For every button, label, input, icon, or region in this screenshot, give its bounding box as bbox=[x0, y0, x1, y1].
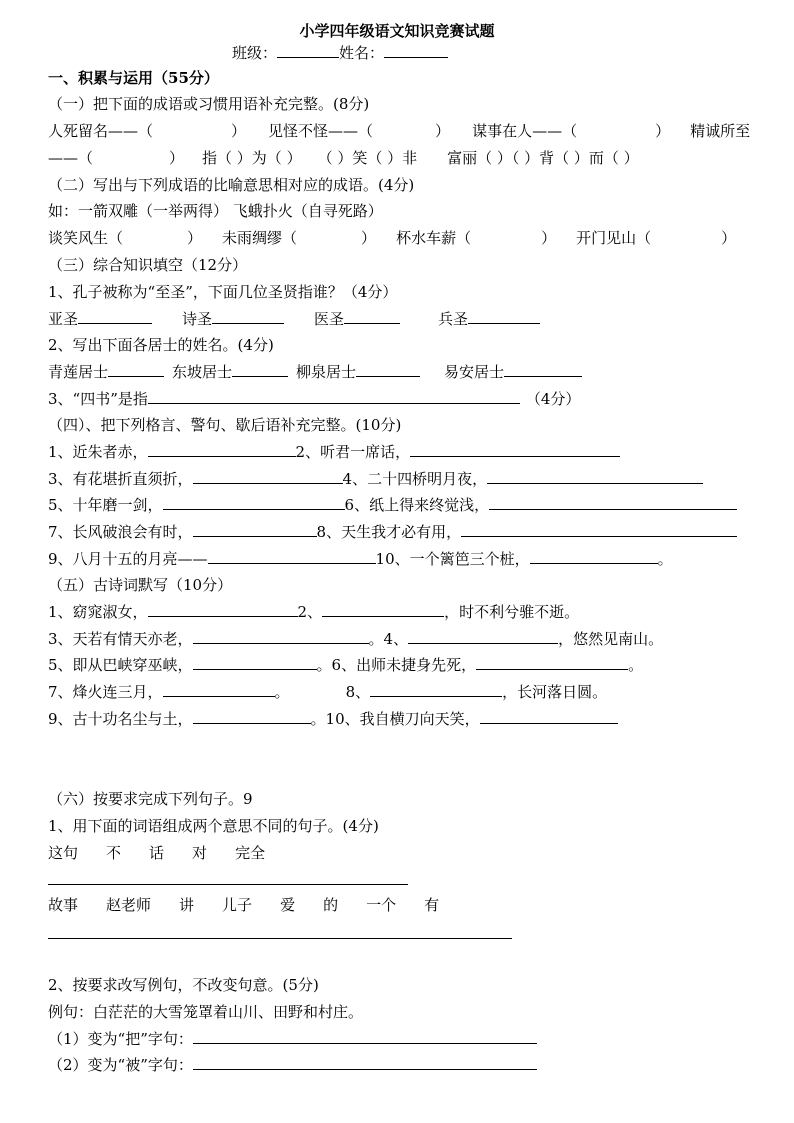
section-heading: 一、积累与运用（55分） bbox=[48, 69, 219, 87]
four-books-blank[interactable] bbox=[148, 389, 520, 404]
proverb-row-2: 3、有花堪折直须折， 4、二十四桥明月夜， bbox=[48, 469, 703, 489]
poem-row-4: 7、烽火连三月， 。 8、 ，长河落日圆。 bbox=[48, 683, 608, 701]
poem-row-1: 1、窈窕淑女， 2、 ，时不利兮骓不逝。 bbox=[48, 603, 580, 621]
sage-question: 1、孔子被称为“至圣”，下面几位圣贤指谁？（4分） bbox=[48, 283, 398, 301]
bei-sentence-row: （2）变为“被”字句： bbox=[48, 1055, 537, 1075]
part-heading-6: （六）按要求完成下列句子。9 bbox=[48, 790, 253, 808]
part-heading-3: （三）综合知识填空（12分） bbox=[48, 256, 248, 274]
sage-answers-line: 亚圣 诗圣 医圣 兵圣 bbox=[48, 309, 540, 329]
answer-line-1[interactable] bbox=[48, 884, 408, 885]
class-label: 班级： bbox=[232, 44, 278, 62]
proverb-row-3: 5、十年磨一剑， 6、纸上得来终觉浅， bbox=[48, 495, 737, 515]
hermit-question: 2、写出下面各居士的姓名。(4分) bbox=[48, 336, 274, 354]
four-books-line: 3、“四书”是指 （4分） bbox=[48, 390, 581, 408]
part-heading-1: （一）把下面的成语或习惯用语补充完整。(8分) bbox=[48, 95, 370, 113]
poem-row-3: 5、即从巴峡穿巫峡， 。6、出师未捷身先死， 。 bbox=[48, 656, 644, 674]
proverb-row-4: 7、长风破浪会有时， 8、天生我才必有用， bbox=[48, 522, 737, 542]
part-heading-4: （四）、把下列格言、警句、歇后语补充完整。(10分) bbox=[48, 416, 402, 434]
ba-sentence-field[interactable] bbox=[193, 1029, 537, 1044]
sentence-question-2: 2、按要求改写例句，不改变句意。(5分) bbox=[48, 976, 319, 994]
answer-line-2[interactable] bbox=[48, 938, 512, 939]
poem-row-2: 3、天若有情天亦老， 。4、 ，悠然见南山。 bbox=[48, 630, 664, 648]
idiom-line-1: 人死留名——（ ） 见怪不怪——（ ） 谋事在人——（ ） 精诚所至 bbox=[48, 122, 751, 140]
proverb-row-5: 9、八月十五的月亮—— 10、一个篱笆三个桩， 。 bbox=[48, 550, 673, 568]
poem-row-5: 9、古十功名尘与土， 。10、我自横刀向天笑， bbox=[48, 709, 618, 729]
name-label: 姓名： bbox=[339, 44, 385, 62]
part-heading-2: （二）写出与下列成语的比喻意思相对应的成语。(4分) bbox=[48, 176, 415, 194]
sentence-question-1: 1、用下面的词语组成两个意思不同的句子。(4分) bbox=[48, 817, 379, 835]
part-heading-5: （五）古诗词默写（10分） bbox=[48, 576, 233, 594]
word-set-1: 这句 不 话 对 完全 bbox=[48, 844, 266, 862]
ba-sentence-row: （1）变为“把”字句： bbox=[48, 1029, 537, 1049]
hermit-answers-line: 青莲居士 东坡居士 柳泉居士 易安居士 bbox=[48, 362, 582, 382]
page-title: 小学四年级语文知识竞赛试题 bbox=[299, 22, 495, 40]
idiom-line-2: ——（ ） 指（ ）为（ ） （ ）笑（ ）非 富丽（ ）（ ）背（ ）而（ ） bbox=[48, 149, 639, 167]
word-set-2: 故事 赵老师 讲 儿子 爱 的 一个 有 bbox=[48, 896, 440, 914]
example-sentence: 例句：白茫茫的大雪笼罩着山川、田野和村庄。 bbox=[48, 1003, 364, 1021]
bei-sentence-field[interactable] bbox=[193, 1055, 537, 1070]
student-info-row bbox=[232, 43, 448, 63]
name-field[interactable] bbox=[384, 43, 448, 58]
class-field[interactable] bbox=[277, 43, 339, 58]
proverb-row-1: 1、近朱者赤， 2、听君一席话， bbox=[48, 442, 620, 462]
idiom-meaning-line: 谈笑风生（ ） 未雨绸缪（ ） 杯水车薪（ ） 开门见山（ ） bbox=[48, 229, 737, 247]
idiom-example: 如：一箭双雕（一举两得） 飞蛾扑火（自寻死路） bbox=[48, 202, 383, 220]
